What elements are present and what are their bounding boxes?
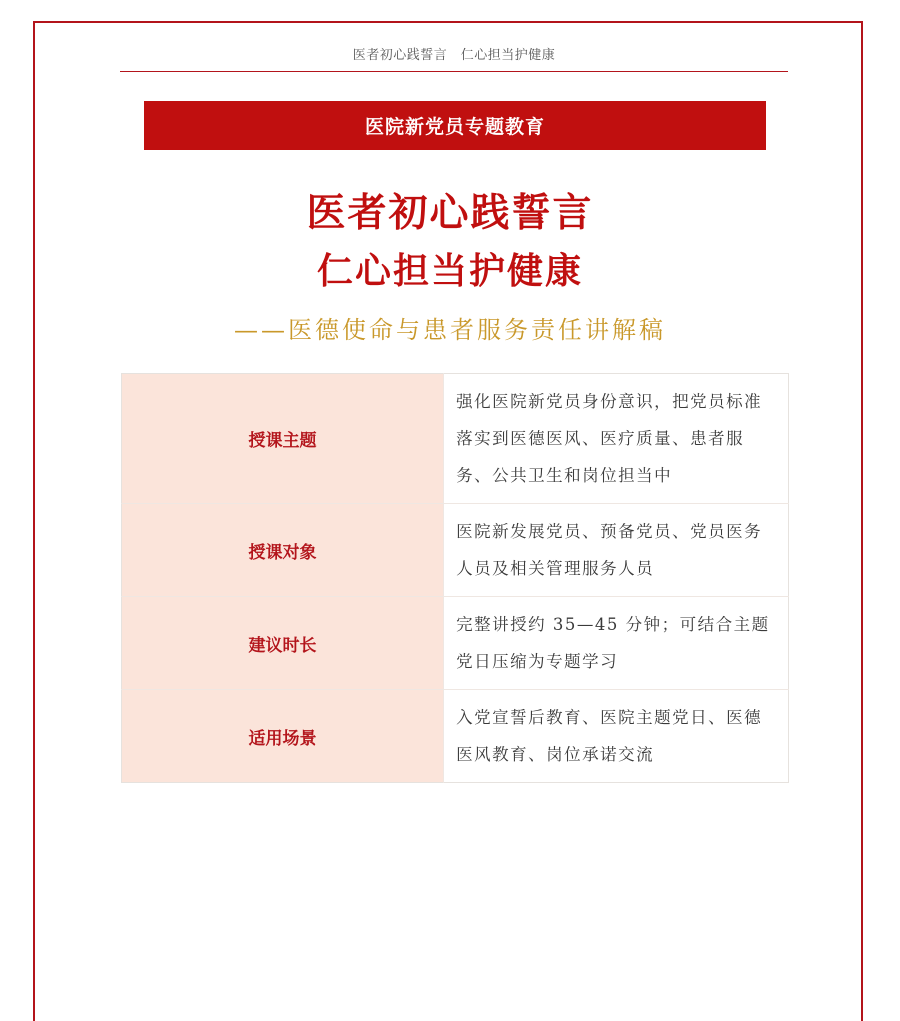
running-header: 医者初心践誓言 仁心担当护健康 — [352, 48, 556, 63]
table-row — [122, 597, 789, 690]
subtitle: ——医德使命与患者服务责任讲解稿 — [234, 316, 666, 344]
row-label-scenario: 适用场景 — [122, 690, 444, 783]
row-value-duration: 完整讲授约 35—45 分钟；可结合主题党日压缩为专题学习 — [444, 597, 789, 690]
table-row — [122, 504, 789, 597]
main-title-line-1: 医者初心践誓言 — [306, 191, 594, 236]
row-value-scenario: 入党宣誓后教育、医院主题党日、医德医风教育、岗位承诺交流 — [444, 690, 789, 783]
main-title-line-2: 仁心担当护健康 — [316, 251, 583, 292]
row-label-topic: 授课主题 — [122, 374, 444, 504]
course-info-table — [121, 373, 789, 783]
table-row — [122, 374, 789, 504]
banner-label: 医院新党员专题教育 — [364, 116, 545, 138]
row-label-duration: 建议时长 — [122, 597, 444, 690]
header-rule — [120, 71, 788, 72]
row-label-audience: 授课对象 — [122, 504, 444, 597]
row-value-audience: 医院新发展党员、预备党员、党员医务人员及相关管理服务人员 — [444, 504, 789, 597]
row-value-topic: 强化医院新党员身份意识，把党员标准落实到医德医风、医疗质量、患者服务、公共卫生和岗位担当中 — [444, 374, 789, 504]
table-row — [122, 690, 789, 783]
section-banner — [144, 101, 766, 150]
